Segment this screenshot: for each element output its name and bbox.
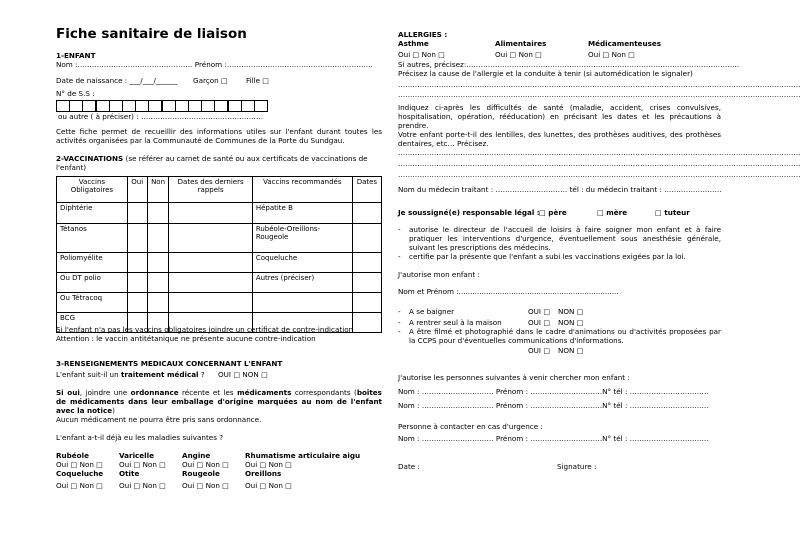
allergy-medicamenteuses: Médicamenteuses xyxy=(588,39,662,48)
non-cell[interactable] xyxy=(147,224,169,253)
date-naissance-field[interactable]: Date de naissance : ___/___/______ xyxy=(56,76,178,85)
vaccin-recommande: Autres (préciser) xyxy=(252,273,352,293)
traitement-q-c: ? xyxy=(200,370,205,379)
vaccin-recommande xyxy=(252,293,352,313)
oui-cell[interactable] xyxy=(127,203,147,224)
allergy-dots-2[interactable]: …………………………………………………………………………………………………………………………………………………… xyxy=(398,90,801,99)
col-header: Vaccins Obligatoires xyxy=(57,177,128,203)
disease-label: Angine xyxy=(182,451,211,460)
disease-label: Coqueluche xyxy=(56,469,104,478)
pere-checkbox[interactable]: □ père xyxy=(539,208,567,217)
fille-checkbox[interactable]: Fille □ xyxy=(246,76,270,85)
para-d: récente et les xyxy=(182,388,234,397)
vaccin-obligatoire: BCG xyxy=(57,313,128,333)
bullet-dash: - xyxy=(398,307,401,316)
vaccin-obligatoire: Poliomyélite xyxy=(57,253,128,273)
allergy-dots-1[interactable]: …………………………………………………………………………………………………………………………………………………… xyxy=(398,80,801,89)
disease-oui-non[interactable]: Oui □ Non □ xyxy=(119,481,166,490)
oui-cell[interactable] xyxy=(127,253,147,273)
alimentaires-oui-non[interactable]: Oui □ Non □ xyxy=(495,50,542,59)
disease-oui-non[interactable]: Oui □ Non □ xyxy=(245,460,292,469)
baigner-oui[interactable]: OUI □ xyxy=(528,307,551,316)
soussigne-item-2: certifie par la présente que l'enfant a subi les vaccinations exigées par la loi. xyxy=(409,252,686,261)
table-row xyxy=(57,203,382,224)
traitement-q-b: traitement médical xyxy=(120,370,199,379)
rentrer-label: A rentrer seul à la maison xyxy=(409,318,502,327)
col-header: Oui xyxy=(127,177,147,203)
mere-checkbox[interactable]: □ mère xyxy=(597,208,628,217)
para-c: ordonnance xyxy=(130,388,179,397)
disease-oui-non[interactable]: Oui □ Non □ xyxy=(245,481,292,490)
soussigne-label: Je soussigné(e) responsable légal : xyxy=(398,208,540,217)
vaccinations-heading xyxy=(56,154,382,172)
medicamenteuses-oui-non[interactable]: Oui □ Non □ xyxy=(588,50,635,59)
filme-non[interactable]: NON □ xyxy=(558,346,584,355)
sante-dots-1[interactable]: …………………………………………………………………………………………………………………………………………………… xyxy=(398,148,801,157)
autorise-label: J'autorise mon enfant : xyxy=(398,270,480,279)
enfant-nom-field[interactable]: Nom et Prénom :...................................................................... xyxy=(398,287,619,296)
col-header: Dates des derniers rappels xyxy=(169,177,252,203)
vaccin-obligatoire: Ou Tétracoq xyxy=(57,293,128,313)
allergy-alimentaires: Alimentaires xyxy=(495,39,547,48)
aucun-medicament-note: Aucun médicament ne pourra être pris sans ordonnance. xyxy=(56,415,262,424)
non-cell[interactable] xyxy=(147,273,169,293)
oui-cell[interactable] xyxy=(127,293,147,313)
personne-line-2[interactable]: Nom : ………………………… Prénom : …………………………N° tél : …………………………… xyxy=(398,401,709,410)
sante-dots-3[interactable]: …………………………………………………………………………………………………………………………………………………… xyxy=(398,170,801,179)
date-cell[interactable] xyxy=(352,293,381,313)
disease-label: Rubéole xyxy=(56,451,89,460)
date-cell[interactable] xyxy=(169,224,252,253)
soussigne-item-1: autorise le directeur de l'accueil de loisirs à faire soigner mon enfant et à faire pratiquer les interventions d'urgence, éventuellement sous anesthésie générale, suivant les prescriptions des médecins. xyxy=(409,225,721,252)
vaccin-recommande: Coqueluche xyxy=(252,253,352,273)
ordonnance-paragraph xyxy=(56,388,382,415)
non-cell[interactable] xyxy=(147,293,169,313)
vaccin-recommande: Rubéole-Oreillons-Rougeole xyxy=(252,224,352,253)
para-h: ) xyxy=(112,406,115,415)
col-header: Non xyxy=(147,177,169,203)
baigner-label: A se baigner xyxy=(409,307,455,316)
para-f: correspondants ( xyxy=(294,388,357,397)
vaccin-obligatoire: Tétanos xyxy=(57,224,128,253)
urgence-line[interactable]: Nom : ………………………… Prénom : …………………………N° tél : …………………………… xyxy=(398,434,709,443)
bullet-dash: - xyxy=(398,252,401,261)
signature-label[interactable]: Signature : xyxy=(557,462,597,471)
bullet-dash: - xyxy=(398,327,401,336)
para-b: , joindre une xyxy=(79,388,128,397)
oui-cell[interactable] xyxy=(127,224,147,253)
date-cell[interactable] xyxy=(352,253,381,273)
para-a: Si oui xyxy=(56,388,80,397)
disease-oui-non[interactable]: Oui □ Non □ xyxy=(119,460,166,469)
date-cell[interactable] xyxy=(169,203,252,224)
non-cell[interactable] xyxy=(147,203,169,224)
rentrer-non[interactable]: NON □ xyxy=(558,318,584,327)
section-enfant-heading: 1-ENFANT xyxy=(56,51,96,60)
table-row xyxy=(57,224,382,253)
asthme-oui-non[interactable]: Oui □ Non □ xyxy=(398,50,445,59)
disease-label: Oreillons xyxy=(245,469,282,478)
lentilles-text: Votre enfant porte-t-il des lentilles, des lunettes, des prothèses auditives, des prothèses dentaires, etc… Précisez. xyxy=(398,130,721,148)
date-cell[interactable] xyxy=(352,313,381,333)
vaccin-obligatoire: Ou DT polio xyxy=(57,273,128,293)
garcon-checkbox[interactable]: Garçon □ xyxy=(193,76,228,85)
si-autres-field[interactable]: Si autres, précisez:…………………………………………………………………………………………………… xyxy=(398,60,740,69)
table-row xyxy=(57,273,382,293)
allergies-heading: ALLERGIES : xyxy=(398,30,448,39)
table-row xyxy=(57,293,382,313)
bullet-dash: - xyxy=(398,318,401,327)
date-cell[interactable] xyxy=(352,203,381,224)
ss-label: N° de S.S : xyxy=(56,89,95,98)
vaccin-note-1: Si l'enfant n'a pas les vaccins obligatoires joindre un certificat de contre-indication xyxy=(56,325,354,334)
disease-label: Otite xyxy=(119,469,140,478)
para-e: médicaments xyxy=(237,388,292,397)
disease-label: Rougeole xyxy=(182,469,220,478)
disease-oui-non[interactable]: Oui □ Non □ xyxy=(182,481,229,490)
urgence-label: Personne à contacter en cas d'urgence : xyxy=(398,422,543,431)
difficultes-text: Indiquez ci-après les difficultés de santé (maladie, accident, crises convulsives, hospitalisation, opération, rééducation) en précisant les dates et les précautions à prendre. xyxy=(398,103,721,130)
disease-oui-non[interactable]: Oui □ Non □ xyxy=(56,481,103,490)
oui-cell[interactable] xyxy=(127,273,147,293)
vaccin-recommande: Hépatite B xyxy=(252,203,352,224)
tuteur-checkbox[interactable]: □ tuteur xyxy=(655,208,690,217)
vaccinations-title: 2-VACCINATIONS xyxy=(56,154,124,163)
bullet-dash: - xyxy=(398,225,401,234)
para-g: boîtes de médicaments dans leur emballage d'origine marquées au nom de l'enfant avec la notice xyxy=(56,388,382,415)
date-cell[interactable] xyxy=(352,273,381,293)
date-cell[interactable] xyxy=(169,253,252,273)
non-cell[interactable] xyxy=(147,253,169,273)
disease-oui-non[interactable]: Oui □ Non □ xyxy=(182,460,229,469)
intro-text: Cette fiche permet de recueillir des informations utiles sur l'enfant durant toutes les activités organisées par la Communauté de Communes de la Porte du Sundgau. xyxy=(56,127,382,145)
traitement-question xyxy=(56,370,205,379)
ss-number-boxes[interactable] xyxy=(56,100,267,112)
disease-label: Rhumatisme articulaire aigu xyxy=(245,451,361,460)
traitement-oui-non[interactable]: OUI □ NON □ xyxy=(218,370,268,379)
baigner-non[interactable]: NON □ xyxy=(558,307,584,316)
nom-prenom-field[interactable]: Nom :………………………………………… Prénom :……………………………………………………. xyxy=(56,60,373,69)
traitement-q-a: L'enfant suit-il un xyxy=(56,370,119,379)
medecin-field[interactable]: Nom du médecin traitant : ………………………… tél : du médecin traitant : …………………… xyxy=(398,185,722,194)
page-title: Fiche sanitaire de liaison xyxy=(56,26,247,42)
sante-dots-2[interactable]: …………………………………………………………………………………………………………………………………………………… xyxy=(398,159,801,168)
vaccinations-note: (se référer au carnet de santé ou aux certificats de vaccinations de l'enfant) xyxy=(56,154,368,172)
disease-oui-non[interactable]: Oui □ Non □ xyxy=(56,460,103,469)
date-cell[interactable] xyxy=(169,293,252,313)
vaccin-note-2: Attention : le vaccin antitétanique ne présente aucune contre-indication xyxy=(56,334,316,343)
personne-line-1[interactable]: Nom : ………………………… Prénom : …………………………N° tél : …………………………… xyxy=(398,387,709,396)
medical-heading: 3-RENSEIGNEMENTS MEDICAUX CONCERNANT L'ENFANT xyxy=(56,359,283,368)
vaccin-obligatoire: Diphtérie xyxy=(57,203,128,224)
col-header: Dates xyxy=(352,177,381,203)
personnes-label: J'autorise les personnes suivantes à venir chercher mon enfant : xyxy=(398,373,630,382)
date-label[interactable]: Date : xyxy=(398,462,420,471)
precisez-cause: Précisez la cause de l'allergie et la conduite à tenir (si automédication le signaler) xyxy=(398,69,693,78)
rentrer-oui[interactable]: OUI □ xyxy=(528,318,551,327)
allergy-asthme: Asthme xyxy=(398,39,429,48)
disease-label: Varicelle xyxy=(119,451,154,460)
ss-other-field[interactable]: ou autre ( à préciser) : …………………………………………… xyxy=(58,112,264,121)
filme-label: A être filmé et photographié dans le cadre d'animations ou d'activités proposées par la CCPS pour d'éventuelles communications d'informations. xyxy=(409,327,721,345)
filme-oui[interactable]: OUI □ xyxy=(528,346,551,355)
table-row xyxy=(57,253,382,273)
vaccination-table xyxy=(56,176,382,333)
date-cell[interactable] xyxy=(352,224,381,253)
date-cell[interactable] xyxy=(169,273,252,293)
col-header: Vaccins recommandés xyxy=(252,177,352,203)
maladies-question: L'enfant a-t-il déjà eu les maladies suivantes ? xyxy=(56,433,224,442)
